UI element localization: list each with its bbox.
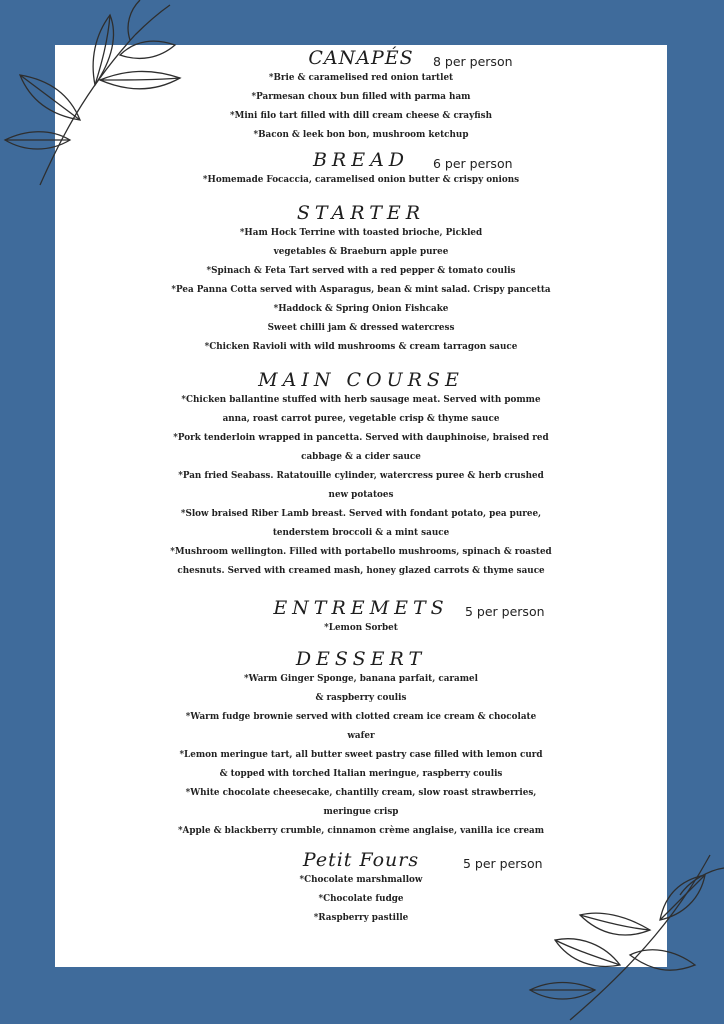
menu-item: *Mushroom wellington. Filled with portabello mushrooms, spinach & roasted [170, 547, 552, 557]
menu-item: *Ham Hock Terrine with toasted brioche, Pickled [239, 228, 483, 238]
canapes-heading: CANAPÉS [308, 47, 414, 69]
canapes-price: 8 per person [433, 54, 513, 69]
menu-item: *Warm fudge brownie served with clotted cream ice cream & chocolate [185, 712, 537, 722]
menu-item: *Pork tenderloin wrapped in pancetta. Served with dauphinoise, braised red [173, 433, 549, 443]
menu-item: new potatoes [328, 490, 394, 500]
menu-item: *Mini filo tart filled with dill cream cheese & crayfish [229, 111, 492, 121]
main-course-section [55, 369, 667, 581]
menu-item: *Parmesan choux bun filled with parma ham [251, 92, 471, 102]
menu-item: chesnuts. Served with creamed mash, honey glazed carrots & thyme sauce [177, 566, 545, 576]
menu-item: *Raspberry pastille [313, 913, 409, 923]
menu-item: *Lemon meringue tart, all butter sweet pastry case filled with lemon curd [179, 750, 543, 760]
bread-heading: BREAD [312, 149, 410, 171]
menu-item: *Apple & blackberry crumble, cinnamon crème anglaise, vanilla ice cream [177, 826, 545, 836]
menu-item: & topped with torched Italian meringue, raspberry coulis [219, 769, 503, 779]
petit-fours-section [55, 849, 667, 928]
menu-item: *Bacon & leek bon bon, mushroom ketchup [253, 130, 469, 140]
menu-item: *Warm Ginger Sponge, banana parfait, caramel [244, 674, 478, 684]
petit-fours-heading: Petit Fours [302, 849, 420, 871]
dessert-section [55, 648, 667, 841]
entremets-price: 5 per person [465, 604, 545, 619]
menu-item: meringue crisp [323, 807, 399, 817]
main-course-heading: MAIN COURSE [258, 369, 464, 391]
dessert-heading: DESSERT [295, 648, 427, 670]
menu-item: *Pan fried Seabass. Ratatouille cylinder, watercress puree & herb crushed [178, 471, 544, 481]
petit-fours-price: 5 per person [463, 856, 543, 871]
menu-item: *Pea Panna Cotta served with Asparagus, bean & mint salad. Crispy pancetta [171, 285, 551, 295]
menu-item: & raspberry coulis [315, 693, 407, 703]
menu-item: *Chicken Ravioli with wild mushrooms & cream tarragon sauce [204, 342, 518, 352]
bread-price: 6 per person [433, 156, 513, 171]
menu-item: *Chocolate fudge [318, 894, 404, 904]
menu-item: anna, roast carrot puree, vegetable crisp & thyme sauce [222, 414, 500, 424]
menu-item: Sweet chilli jam & dressed watercress [267, 323, 455, 333]
menu-item: *Haddock & Spring Onion Fishcake [273, 304, 449, 314]
menu-item: *Spinach & Feta Tart served with a red pepper & tomato coulis [206, 266, 516, 276]
menu-item: *Chocolate marshmallow [299, 875, 423, 885]
bread-section [55, 149, 667, 190]
starter-section [55, 202, 667, 357]
menu-item: *Brie & caramelised red onion tartlet [268, 73, 454, 83]
menu-item: wafer [347, 731, 375, 741]
menu-content [55, 45, 667, 928]
starter-heading: STARTER [296, 202, 426, 224]
menu-item: *White chocolate cheesecake, chantilly cream, slow roast strawberries, [185, 788, 537, 798]
menu-item: *Slow braised Riber Lamb breast. Served with fondant potato, pea puree, [180, 509, 542, 519]
entremets-section [55, 597, 667, 638]
menu-item: *Homemade Focaccia, caramelised onion butter & crispy onions [202, 175, 520, 185]
menu-item: vegetables & Braeburn apple puree [273, 247, 449, 257]
menu-item: tenderstem broccoli & a mint sauce [272, 528, 450, 538]
menu-item: *Chicken ballantine stuffed with herb sausage meat. Served with pomme [181, 395, 541, 405]
entremets-heading: ENTREMETS [273, 597, 449, 619]
menu-item: cabbage & a cider sauce [301, 452, 421, 462]
menu-item: *Lemon Sorbet [324, 623, 398, 633]
canapes-section [55, 47, 667, 145]
